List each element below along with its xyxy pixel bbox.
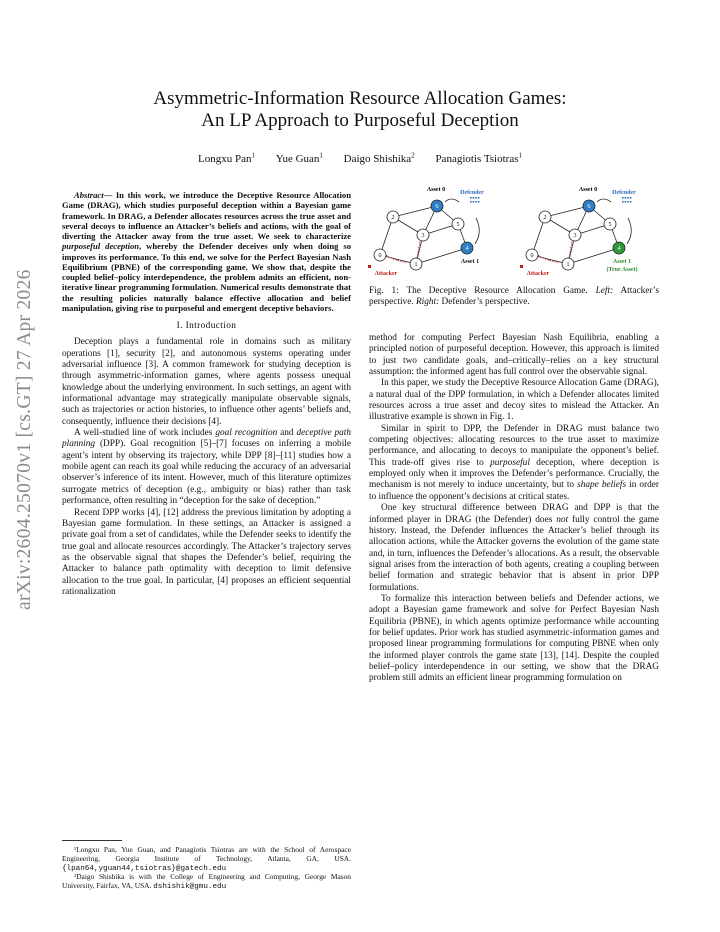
node-label: 6 xyxy=(435,204,439,210)
defender-icon xyxy=(622,197,624,199)
abstract-label: Abstract xyxy=(74,190,104,200)
arxiv-identifier: arXiv:2604.25070v1 [cs.GT] 27 Apr 2026 xyxy=(14,269,35,610)
author: Panagiotis Tsiotras$^1$ xyxy=(435,151,522,165)
defender-icon xyxy=(470,197,472,199)
right-column xyxy=(369,333,659,685)
attacker-path xyxy=(536,254,563,262)
defender-icon xyxy=(470,201,472,203)
intro-paragraph-2: A well-studied line of work includes goal recognition and deceptive path planning (DPP). Goal recognition [5]–[7] focuses on inferring a mobile agent’s intent by observing its trajectory, while DPP [8]–[11] studies how a mobile agent can reach its goal while reducing the accuracy of an adversarial observer’s inference of its intent. However, much of this literature optimizes surrogate metrics of deception (e.g., ambiguity or bias) rather than task performance, often resulting in “deception for the sake of deception.” xyxy=(62,428,352,507)
defender-arrow xyxy=(627,218,631,244)
defender-arrow xyxy=(475,218,479,244)
asset-1-label: Asset 1 xyxy=(460,259,480,265)
node-label: 5 xyxy=(456,222,460,228)
attacker-icon xyxy=(368,265,371,268)
right-paragraph-0: method for computing Perfect Bayesian Nash Equilibria, enabling a principled notion of purposeful deception. However, this approach is limited to just two candidate goals, and–critically–relies on a key structural assumption: the informed agent has full control over the observable signal. xyxy=(369,333,659,378)
author: Yue Guan$^1$ xyxy=(275,151,323,165)
graph-edge xyxy=(416,248,467,264)
attacker-icon xyxy=(520,265,523,268)
footnote-rule xyxy=(62,840,122,841)
defender-icon xyxy=(473,197,475,199)
abstract: Abstract— In this work, we introduce the Deceptive Resource Allocation Game (DRAG), which studies purposeful deception within a Bayesian game framework. In DRAG, a Defender allocates resources across the true asset and several decoys to influence an Attacker’s beliefs and actions, with the goal of diverting the Attacker away from the true asset. We seek to characterize purposeful deception, whereby the Defender deceives only when doing so improves its performance. To this end, we solve for the Perfect Bayesian Nash Equilibrium (PBNE) of the corresponding game. We show that, despite the coupled belief–policy interdependence, the problem admits an efficient, non-iterative linear programming formulation. Numerical results demonstrate that the resulting policies naturally balance effective allocation and belief manipulation, giving rise to purposeful and emergent deceptive behaviors. xyxy=(62,190,351,313)
right-paragraph-4: To formalize this interaction between beliefs and Defender actions, we adopt a Bayesian game framework and solve for Perfect Bayesian Nash Equilibria (PBNE), in which agents optimize performance while accounting for belief updates. Prior work has studied asymmetric-information games and proposed linear programming formulations for computing PBNE when only the informed player controls the game state [13], [14]. Despite the coupled belief–policy interdependence in our setting, we show that the DRAG problem still admits an efficient linear programming formulation on xyxy=(369,593,659,684)
defender-icon xyxy=(625,201,627,203)
asset-0-label: Asset 0 xyxy=(578,187,598,193)
defender-icon xyxy=(475,197,477,199)
defender-icon xyxy=(475,201,477,203)
defender-icon xyxy=(478,201,480,203)
right-paragraph-1: In this paper, we study the Deceptive Resource Allocation Game (DRAG), a natural dual of the DPP formulation, in which a Defender allocates limited resources across a true asset and decoy sites to mislead the Attacker. An illustrative example is shown in Fig. 1. xyxy=(369,378,659,423)
paper-title xyxy=(0,88,720,132)
footnotes xyxy=(62,846,351,892)
attacker-label: Attacker xyxy=(526,271,550,277)
author: Daigo Shishika$^2$ xyxy=(343,151,415,165)
defender-icon xyxy=(627,197,629,199)
defender-icon xyxy=(478,197,480,199)
node-label: 3 xyxy=(573,233,577,239)
footnote-2: ²Daigo Shishika is with the College of Engineering and Computing, George Mason University, Fairfax, VA, USA. dshishik@gmu.edu xyxy=(62,872,351,892)
node-label: 2 xyxy=(391,215,395,221)
intro-paragraph-1: Deception plays a fundamental role in domains such as military operations [1], security [2], and autonomous systems operating under adversarial influence [3]. A common framework for studying deception is through asymmetric-information games, where agents possess unequal knowledge about the underlying environment. In such settings, an agent with informational advantage may strategically manipulate observable signals, such as trajectories or action histories, to influence other agents’ beliefs and, consequently, influence their decisions [4]. xyxy=(62,337,351,427)
right-paragraph-3: One key structural difference between DRAG and DPP is that the informed player in DRAG (the Defender) does not fully control the game history. Instead, the Defender influences the Attacker’s belief through its allocation actions, while the Attacker governs the evolution of the game state and, in turn, influences the Defender’s allocations. As a result, the observable signal arises from the interaction of both agents, creating a coupling between belief formation and strategic behavior that is absent in prior DPP formulations. xyxy=(369,503,659,593)
defender-arrow xyxy=(445,199,459,202)
node-label: 0 xyxy=(530,253,534,259)
attacker-path xyxy=(384,254,411,262)
title-line-1: Asymmetric-Information Resource Allocation Games: xyxy=(153,88,567,109)
node-label: 0 xyxy=(378,253,382,259)
node-label: 4 xyxy=(465,246,469,252)
graph-edge xyxy=(568,248,619,264)
figure-caption: Fig. 1: The Deceptive Resource Allocation Game. Left: Attacker’s perspective. Right: Defender’s perspective. xyxy=(369,286,659,308)
asset-1-label: Asset 1 xyxy=(612,259,632,265)
defender-icon xyxy=(473,201,475,203)
node-label: 5 xyxy=(608,222,612,228)
node-label: 1 xyxy=(414,262,418,268)
defender-label: Defender xyxy=(612,190,636,196)
true-asset-label: (True Asset) xyxy=(606,267,638,273)
footnote-1: ¹Longxu Pan, Yue Guan, and Panagiotis Tsiotras are with the School of Aerospace Engineering, Georgia Institute of Technology, Atlanta, GA, USA. {lpan64,yguan44,tsiotras}@gatech.edu xyxy=(62,845,351,873)
defender-icon xyxy=(625,197,627,199)
node-label: 2 xyxy=(543,215,547,221)
defender-arrow xyxy=(597,199,611,202)
author: Longxu Pan$^1$ xyxy=(197,151,255,165)
title-line-2: An LP Approach to Purposeful Deception xyxy=(201,110,519,131)
node-label: 1 xyxy=(566,262,570,268)
node-label: 6 xyxy=(587,204,591,210)
defender-icon xyxy=(627,201,629,203)
defender-icon xyxy=(630,201,632,203)
defender-label: Defender xyxy=(460,190,484,196)
node-label: 4 xyxy=(617,246,621,252)
defender-icon xyxy=(630,197,632,199)
intro-paragraph-3: Recent DPP works [4], [12] address the previous limitation by adopting a Bayesian game formulation. In these settings, an Attacker is assigned a private goal from a set of candidates, while the Defender seeks to identify the true goal and allocate resources accordingly. The Attacker’s trajectory serves as the observable signal that shapes the Defender’s belief, requiring the Attacker to balance path optimality with deception to limit defensive allocation to the true goal. In particular, [4] proposes an efficient sequential rationalization xyxy=(62,507,351,597)
node-label: 3 xyxy=(421,233,425,239)
right-paragraph-2: Similar in spirit to DPP, the Defender in DRAG must balance two competing objectives: allocating resources to the true asset to maximize performance, and allocating to decoys to manipulate the opponent’s belief. This trade-off gives rise to purposeful deception, where deception is employed only when it improves the Defender’s performance. Crucially, the mechanism is not merely to induce uncertainty, but to shape beliefs in order to influence the opponent’s decisions at critical states. xyxy=(369,423,659,502)
author-list xyxy=(0,151,720,165)
defender-icon xyxy=(622,201,624,203)
graph-edge xyxy=(545,206,589,217)
graph-edge xyxy=(393,206,437,217)
section-heading: I. Introduction xyxy=(176,321,237,331)
attacker-label: Attacker xyxy=(374,271,398,277)
asset-0-label: Asset 0 xyxy=(426,187,446,193)
left-column xyxy=(62,190,351,598)
figure-1-diagram xyxy=(366,182,662,282)
